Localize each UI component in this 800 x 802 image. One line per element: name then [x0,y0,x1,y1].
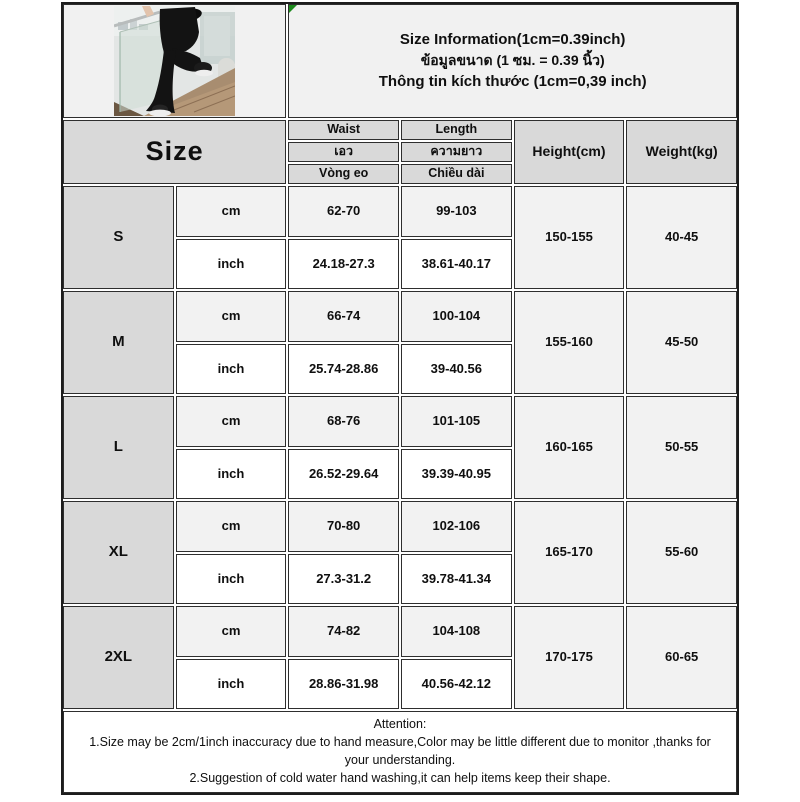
length-inch-value: 39.39-40.95 [401,449,512,500]
column-header-waist-en: Waist [288,120,399,140]
waist-cm-value: 70-80 [288,501,399,552]
height-value: 165-170 [514,501,625,604]
unit-label-inch: inch [176,449,287,500]
height-value: 160-165 [514,396,625,499]
length-inch-value: 39.78-41.34 [401,554,512,605]
size-row-2xl [63,606,737,709]
title-vietnamese: Thông tin kích thước (1cm=0,39 inch) [378,72,647,90]
waist-inch-value: 27.3-31.2 [288,554,399,605]
attention-title: Attention: [373,717,427,731]
unit-label-inch: inch [176,239,287,290]
unit-label-cm: cm [176,501,287,552]
size-name: 2XL [63,606,174,709]
column-header-length-vi: Chiều dài [401,164,512,184]
attention-line-2: 2.Suggestion of cold water hand washing,it can help items keep their shape. [189,771,611,786]
length-cm-value: 100-104 [401,291,512,342]
height-value: 170-175 [514,606,625,709]
pants-photo-illustration [114,6,235,116]
length-cm-value: 99-103 [401,186,512,237]
length-inch-value: 38.61-40.17 [401,239,512,290]
length-inch-value: 39-40.56 [401,344,512,395]
column-header-waist-th: เอว [288,142,399,162]
size-name: XL [63,501,174,604]
size-name: L [63,396,174,499]
length-cm-value: 102-106 [401,501,512,552]
waist-cm-value: 66-74 [288,291,399,342]
attention-line-1: 1.Size may be 2cm/1inch inaccuracy due to hand measure,Color may be little different due to monitor ,thanks for your understanding. [89,735,711,768]
unit-label-cm: cm [176,186,287,237]
unit-label-cm: cm [176,396,287,447]
column-header-size: Size [63,120,286,184]
table-header [63,120,737,184]
weight-value: 40-45 [626,186,737,289]
corner-marker-icon [289,5,297,13]
size-name: S [63,186,174,289]
size-information-header [288,4,737,118]
title-thai: ข้อมูลขนาด (1 ซม. = 0.39 นิ้ว) [420,52,605,69]
unit-label-inch: inch [176,659,287,710]
column-header-length-en: Length [401,120,512,140]
waist-inch-value: 26.52-29.64 [288,449,399,500]
size-row-s [63,186,737,289]
column-header-length-th: ความยาว [401,142,512,162]
column-header-waist-vi: Vòng eo [288,164,399,184]
column-header-height: Height(cm) [514,120,625,184]
weight-value: 55-60 [626,501,737,604]
waist-cm-value: 68-76 [288,396,399,447]
height-value: 155-160 [514,291,625,394]
length-inch-value: 40.56-42.12 [401,659,512,710]
attention-band [63,711,737,793]
waist-inch-value: 28.86-31.98 [288,659,399,710]
product-photo [63,4,286,118]
waist-cm-value: 62-70 [288,186,399,237]
size-chart-sheet [61,2,739,795]
unit-label-cm: cm [176,291,287,342]
unit-label-inch: inch [176,344,287,395]
height-value: 150-155 [514,186,625,289]
weight-value: 60-65 [626,606,737,709]
waist-cm-value: 74-82 [288,606,399,657]
size-row-xl [63,501,737,604]
size-row-m [63,291,737,394]
unit-label-inch: inch [176,554,287,605]
title-english: Size Information(1cm=0.39inch) [399,30,626,48]
size-name: M [63,291,174,394]
column-header-weight: Weight(kg) [626,120,737,184]
attention-note [63,711,737,793]
top-band [63,4,737,118]
weight-value: 45-50 [626,291,737,394]
length-cm-value: 101-105 [401,396,512,447]
size-row-l [63,396,737,499]
unit-label-cm: cm [176,606,287,657]
length-cm-value: 104-108 [401,606,512,657]
waist-inch-value: 25.74-28.86 [288,344,399,395]
weight-value: 50-55 [626,396,737,499]
waist-inch-value: 24.18-27.3 [288,239,399,290]
